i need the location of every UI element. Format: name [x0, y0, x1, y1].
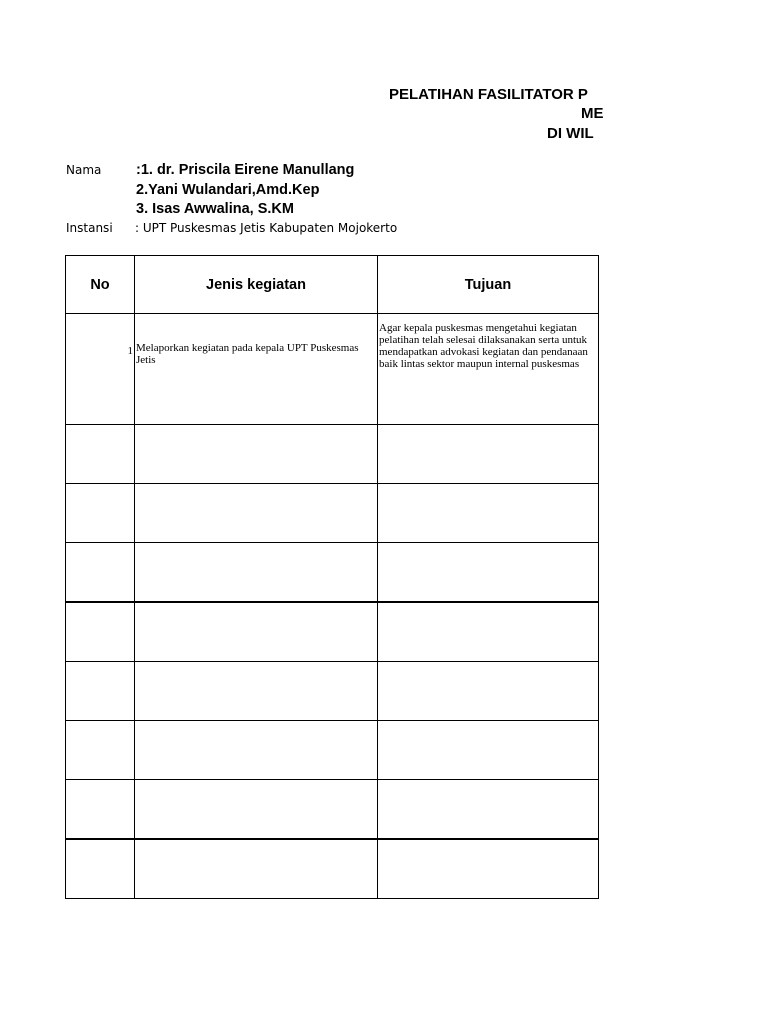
row-tujuan — [378, 602, 599, 662]
row-number — [66, 780, 135, 840]
table-row — [66, 484, 599, 543]
row-number — [66, 484, 135, 543]
table-row — [66, 839, 599, 899]
header-no: No — [66, 256, 135, 314]
row-jenis-kegiatan — [135, 484, 378, 543]
row-jenis-kegiatan — [135, 602, 378, 662]
table-row — [66, 780, 599, 840]
table-row — [66, 662, 599, 721]
table-row — [66, 721, 599, 780]
row-jenis-kegiatan — [135, 425, 378, 484]
table-row — [66, 314, 599, 425]
row-number: 1 — [66, 314, 135, 425]
instansi-value: : UPT Puskesmas Jetis Kabupaten Mojokerto — [135, 221, 398, 235]
row-tujuan — [378, 839, 599, 899]
row-tujuan — [378, 780, 599, 840]
row-jenis-kegiatan — [135, 780, 378, 840]
name-line-2: 2.Yani Wulandari,Amd.Kep — [136, 182, 320, 198]
document-title-line-1: PELATIHAN FASILITATOR P — [389, 86, 588, 103]
table-header-row — [66, 256, 599, 314]
row-tujuan — [378, 543, 599, 603]
table-row — [66, 602, 599, 662]
row-number — [66, 425, 135, 484]
row-number — [66, 602, 135, 662]
row-tujuan: Agar kepala puskesmas mengetahui kegiatan pelatihan telah selesai dilaksanakan serta untuk mendapatkan advokasi kegiatan dan pendanaan baik lintas sektor maupun internal puskesmas — [378, 314, 599, 425]
document-title-line-2: ME — [581, 105, 603, 122]
row-number — [66, 543, 135, 603]
row-tujuan — [378, 425, 599, 484]
row-tujuan — [378, 484, 599, 543]
row-jenis-kegiatan: Melaporkan kegiatan pada kepala UPT Puskesmas Jetis — [135, 314, 378, 425]
row-jenis-kegiatan — [135, 721, 378, 780]
activity-table — [65, 255, 599, 899]
name-line-1: :1. dr. Priscila Eirene Manullang — [136, 162, 355, 178]
row-number — [66, 662, 135, 721]
name-line-3: 3. Isas Awwalina, S.KM — [136, 201, 294, 217]
nama-label: Nama — [66, 163, 102, 177]
row-jenis-kegiatan — [135, 839, 378, 899]
header-jenis-kegiatan: Jenis kegiatan — [135, 256, 378, 314]
row-jenis-kegiatan — [135, 662, 378, 721]
document-title-line-3: DI WIL — [547, 125, 594, 142]
row-tujuan — [378, 662, 599, 721]
row-number — [66, 721, 135, 780]
row-tujuan — [378, 721, 599, 780]
header-tujuan: Tujuan — [378, 256, 599, 314]
row-number — [66, 839, 135, 899]
row-jenis-kegiatan — [135, 543, 378, 603]
table-row — [66, 425, 599, 484]
table-row — [66, 543, 599, 603]
instansi-label: Instansi — [66, 221, 113, 235]
